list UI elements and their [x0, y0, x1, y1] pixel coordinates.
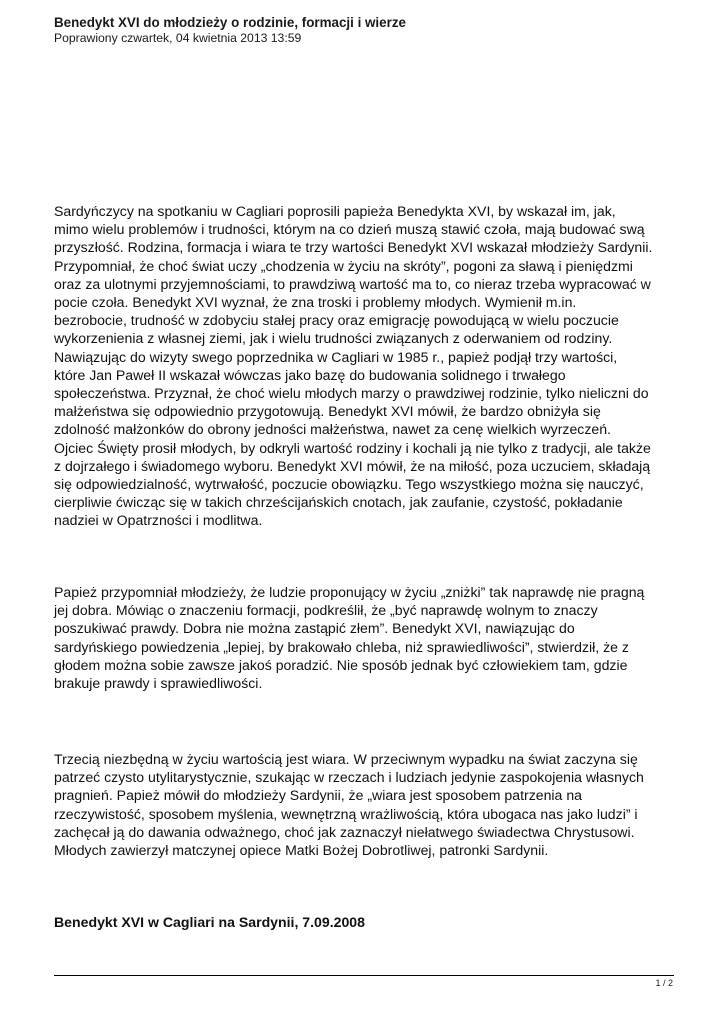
paragraph-line: sardyńskiego powiedzenia „lepiej, by brakowało chleba, niż sprawiedliwości”, stwierdził, że z — [54, 638, 629, 655]
paragraph-2 — [54, 583, 674, 692]
paragraph-line: z dojrzałego i świadomego wyboru. Benedykt XVI mówił, że na miłość, poza uczuciem, składają — [54, 457, 651, 474]
paragraph-line: zdolność małżonków do obrony jedności małżeństwa, nawet za cenę wielkich wyrzeczeń. — [54, 421, 611, 438]
page-header — [54, 14, 674, 46]
paragraph-line: które Jan Paweł II wskazał wówczas jako bazę do budowania solidnego i trwałego — [54, 366, 566, 383]
paragraph-line: Nawiązując do wizyty swego poprzednika w Cagliari w 1985 r., papież podjął trzy wartości, — [54, 348, 618, 365]
paragraph-line: Przypomniał, że choć świat uczy „chodzenia w życiu na skróty”, pogoni za sławą i pieniędzmi — [54, 257, 633, 274]
paragraph-line: głodem można sobie zawsze jakoś poradzić. Nie sposób jednak być człowiekiem tam, gdzie — [54, 656, 628, 673]
paragraph-line: małżeństwa się odpowiednio przygotowują. Benedykt XVI mówił, że bardzo obniżyła się — [54, 403, 601, 420]
paragraph-line: jej dobra. Mówiąc o znaczeniu formacji, podkreślił, że „być naprawdę wolnym to znaczy — [54, 602, 598, 619]
article-title: Benedykt XVI do młodzieży o rodzinie, formacji i wierze — [54, 15, 406, 30]
paragraph-line: cierpliwie ćwicząc się w takich chrześcijańskich cnotach, jak zaufanie, czystość, pokładanie — [54, 494, 623, 511]
paragraph-line: Sardyńczycy na spotkaniu w Cagliari poprosili papieża Benedykta XVI, by wskazał im, jak, — [54, 203, 616, 219]
paragraph-line: społeczeństwa. Przyznał, że choć wielu młodych marzy o prawdziwej rodzinie, tylko nieliczni do — [54, 385, 649, 402]
paragraph-3 — [54, 750, 674, 859]
paragraph-1 — [54, 202, 674, 530]
paragraph-line: przyszłość. Rodzina, formacja i wiara te trzy wartości Benedykt XVI wskazał młodzieży Sardynii. — [54, 239, 653, 256]
paragraph-line: rzeczywistość, sposobem myślenia, wewnętrzną wrażliwością, która ubogaca nas jako ludzi” i — [54, 805, 638, 822]
paragraph-line: brakuje prawdy i sprawiedliwości. — [54, 675, 263, 692]
paragraph-line: poszukiwać prawdy. Dobra nie można zastąpić złem”. Benedykt XVI, nawiązując do — [54, 620, 575, 637]
closing-caption: Benedykt XVI w Cagliari na Sardynii, 7.09.2008 — [54, 914, 365, 930]
paragraph-line: wykorzenienia z własnej ziemi, jak i wielu trudności związanych z oderwaniem od rodziny. — [54, 330, 613, 347]
paragraph-line: Papież przypomniał młodzieży, że ludzie proponujący w życiu „zniżki” tak naprawdę nie pragną — [54, 584, 645, 600]
paragraph-line: Ojciec Święty prosił młodych, by odkryli wartość rodziny i kochali ją nie tylko z tradycji, ale także — [54, 439, 651, 456]
paragraph-line: Trzecią niezbędną w życiu wartością jest wiara. W przeciwnym wypadku na świat zaczyna się — [54, 751, 638, 767]
paragraph-line: zachęcał ją do dawania odważnego, choć jak zaznaczył niełatwego świadectwa Chrystusowi. — [54, 823, 635, 840]
paragraph-line: oraz za ulotnymi przyjemnościami, to prawdziwą wartość ma to, co nieraz trzeba wypracować w — [54, 275, 651, 292]
paragraph-line: Młodych zawierzył matczynej opiece Matki Bożej Dobrotliwej, patronki Sardynii. — [54, 842, 549, 859]
page-number: 1 / 2 — [655, 978, 673, 988]
paragraph-line: patrzeć czysto utylitarystycznie, szukając w rzeczach i ludziach jedynie zaspokojenia własnych — [54, 769, 644, 786]
paragraph-line: pocie czoła. Benedykt XVI wyznał, że zna troski i problemy młodych. Wymienił m.in. — [54, 294, 577, 311]
paragraph-line: mimo wielu problemów i trudności, którym na co dzień muszą stawić czoła, mają budować swą — [54, 221, 645, 238]
paragraph-line: nadziei w Opatrzności i modlitwa. — [54, 512, 263, 529]
paragraph-line: pragnień. Papież mówił do młodzieży Sardynii, że „wiara jest sposobem patrzenia na — [54, 787, 582, 804]
paragraph-line: bezrobocie, trudność w zdobyciu stałej pracy oraz emigrację powodującą w wielu poczucie — [54, 312, 619, 329]
footer-divider — [54, 975, 674, 976]
paragraph-line: się odpowiedzialność, wytrwałość, poczucie obowiązku. Tego wszystkiego można się nauczyć, — [54, 476, 644, 493]
article-updated-date: Poprawiony czwartek, 04 kwietnia 2013 13:59 — [54, 31, 302, 45]
